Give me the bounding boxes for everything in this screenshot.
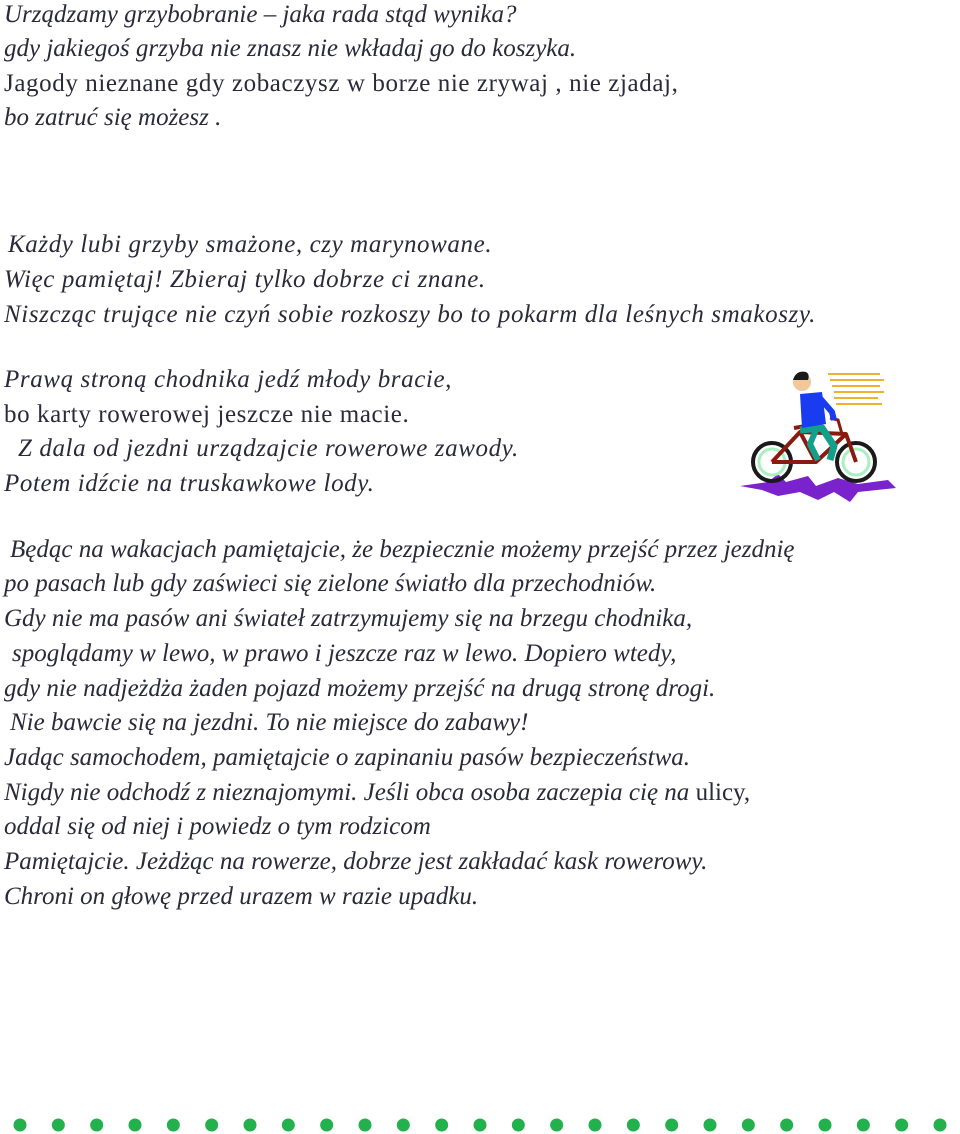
divider-dot [589, 1119, 602, 1132]
text-line: Pamiętajcie. Jeżdżąc na rowerze, dobrze jest zakładać kask rowerowy. [4, 848, 708, 875]
text-line: Z dala od jezdni urządzajcie rowerowe zawody. [18, 435, 519, 462]
divider-dot [627, 1119, 640, 1132]
divider-dot [704, 1119, 717, 1132]
text-line: spoglądamy w lewo, w prawo i jeszcze raz w lewo. Dopiero wtedy, [12, 640, 677, 667]
strangers-text: Nigdy nie odchodź z nieznajomymi. Jeśli obca osoba zaczepia cię na [4, 779, 690, 806]
divider-dot [934, 1119, 947, 1132]
speed-lines [828, 374, 884, 404]
divider-dot [742, 1119, 755, 1132]
divider-dot [819, 1119, 832, 1132]
divider-dot [474, 1119, 487, 1132]
divider-dot [397, 1119, 410, 1132]
divider-dot [435, 1119, 448, 1132]
divider-dot [244, 1119, 257, 1132]
divider-dot [550, 1119, 563, 1132]
text-line [4, 778, 750, 808]
text-line: Chroni on głowę przed urazem w razie upadku. [4, 883, 479, 910]
text-line: po pasach lub gdy zaświeci się zielone światło dla przechodniów. [4, 570, 657, 597]
divider-dot [320, 1119, 333, 1132]
divider-dot [895, 1119, 908, 1132]
dotted-divider [0, 1112, 960, 1134]
text-line: Każdy lubi grzyby smażone, czy marynowane. [8, 231, 493, 258]
text-line: gdy nie nadjeżdża żaden pojazd możemy przejść na drugą stronę drogi. [4, 675, 716, 702]
text-line: Więc pamiętaj! Zbieraj tylko dobrze ci znane. [4, 266, 486, 293]
text-line: Jagody nieznane gdy zobaczysz w borze nie zrywaj , nie zjadaj, [4, 70, 679, 97]
divider-dot [167, 1119, 180, 1132]
divider-dot [780, 1119, 793, 1132]
divider-dot [90, 1119, 103, 1132]
rider [793, 372, 834, 460]
text-line: Niszcząc trujące nie czyń sobie rozkoszy bo to pokarm dla leśnych smakoszy. [4, 301, 817, 328]
strangers-text-upright: ulicy, [695, 779, 751, 806]
text-line: Jadąc samochodem, pamiętajcie o zapinaniu pasów bezpieczeństwa. [4, 744, 691, 771]
text-line: bo karty rowerowej jeszcze nie macie. [4, 401, 410, 428]
text-line: Potem idźcie na truskawkowe lody. [4, 470, 375, 497]
text-line: Będąc na wakacjach pamiętajcie, że bezpiecznie możemy przejść przez jezdnię [10, 536, 795, 563]
divider-dot [205, 1119, 218, 1132]
divider-dot [52, 1119, 65, 1132]
text-line: bo zatruć się możesz . [4, 104, 222, 131]
text-line: gdy jakiegoś grzyba nie znasz nie wkładaj go do koszyka. [4, 35, 577, 62]
divider-dot [359, 1119, 372, 1132]
divider-dot [665, 1119, 678, 1132]
divider-dot [857, 1119, 870, 1132]
text-line: Prawą stroną chodnika jedź młody bracie, [4, 366, 453, 393]
text-line: Gdy nie ma pasów ani świateł zatrzymujemy się na brzegu chodnika, [4, 605, 693, 632]
text-line: oddal się od niej i powiedz o tym rodzicom [4, 813, 431, 840]
divider-dot [129, 1119, 142, 1132]
text-line: Nie bawcie się na jezdni. To nie miejsce do zabawy! [10, 709, 529, 736]
divider-dot [14, 1119, 27, 1132]
divider-dot [282, 1119, 295, 1132]
cyclist-icon [738, 364, 898, 509]
divider-dot [512, 1119, 525, 1132]
text-line: Urządzamy grzybobranie – jaka rada stąd wynika? [4, 1, 517, 28]
